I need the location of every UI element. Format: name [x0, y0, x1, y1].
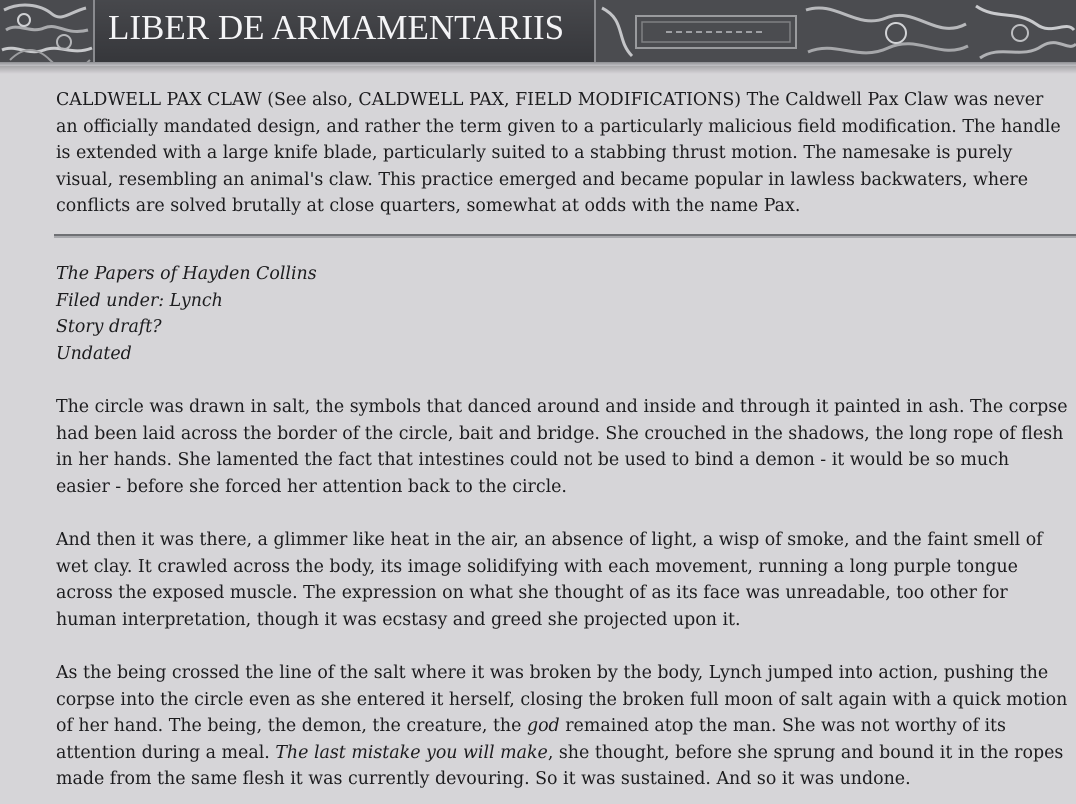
story-paragraph-3: [56, 660, 1068, 793]
document-filed-under: Filed under: Lynch: [56, 290, 223, 311]
page-title: LIBER DE ARMAMENTARIIS: [108, 8, 565, 47]
story-p3-god: god: [526, 716, 560, 737]
right-ornament-decoration: [596, 0, 1076, 66]
entry-section: [56, 87, 1068, 220]
story-p3-italic-thought: The last mistake you will make: [275, 742, 548, 763]
section-divider: [54, 233, 1076, 239]
document-type: Story draft?: [56, 317, 162, 338]
left-ornament-decoration: [0, 0, 96, 66]
story-paragraph-1: The circle was drawn in salt, the symbols that danced around and inside and through it painted in ash. The corpse had been laid across the border of the circle, bait and bridge. She crouched in the shadows, the long rope of flesh in her hands. She lamented the fact that intestines could not be used to bind a demon - it would be so much easier - before she forced her attention back to the circle.: [56, 397, 1068, 497]
story-p3-part-a: As the being crossed the line of the salt where it was broken by the body, Lynch jumped into action, pushing the corpse into the circle even as she entered it herself, closing the broken full moon of salt again with a quick motion of her hand. The being, the demon, the creature, the: [56, 662, 1068, 737]
title-plate: [93, 0, 596, 62]
story-paragraph-2: And then it was there, a glimmer like heat in the air, an absence of light, a wisp of smoke, and the faint smell of wet clay. It crawled across the body, its image solidifying with each movement, running a long purple tongue across the exposed muscle. The expression on what she thought of as its face was unreadable, too other for human interpretation, though it was ecstasy and greed she projected upon it.: [56, 529, 1043, 630]
story-p3-part-b: remained atop the man. She was not worthy of its attention during a meal.: [56, 716, 1006, 763]
banner-shadow: [0, 66, 1076, 74]
story-p3-part-c: , she thought, before she sprung and bound it in the ropes made from the same flesh it was currently devouring. So it was sustained. And so it was undone.: [56, 742, 1064, 790]
story-text: [56, 394, 1068, 793]
document-date: Undated: [56, 343, 132, 364]
document-source: The Papers of Hayden Collins: [56, 264, 317, 284]
document-metadata: [56, 261, 317, 367]
entry-text: CALDWELL PAX CLAW (See also, CALDWELL PAX, FIELD MODIFICATIONS) The Caldwell Pax Claw was never an officially mandated design, and rather the term given to a particularly malicious field modification. The handle is extended with a large knife blade, particularly suited to a stabbing thrust motion. The namesake is purely visual, resembling an animal's claw. This practice emerged and became popular in lawless backwaters, where conflicts are solved brutally at close quarters, somewhat at odds with the name Pax.: [56, 90, 1061, 217]
header-banner: [0, 0, 1076, 66]
